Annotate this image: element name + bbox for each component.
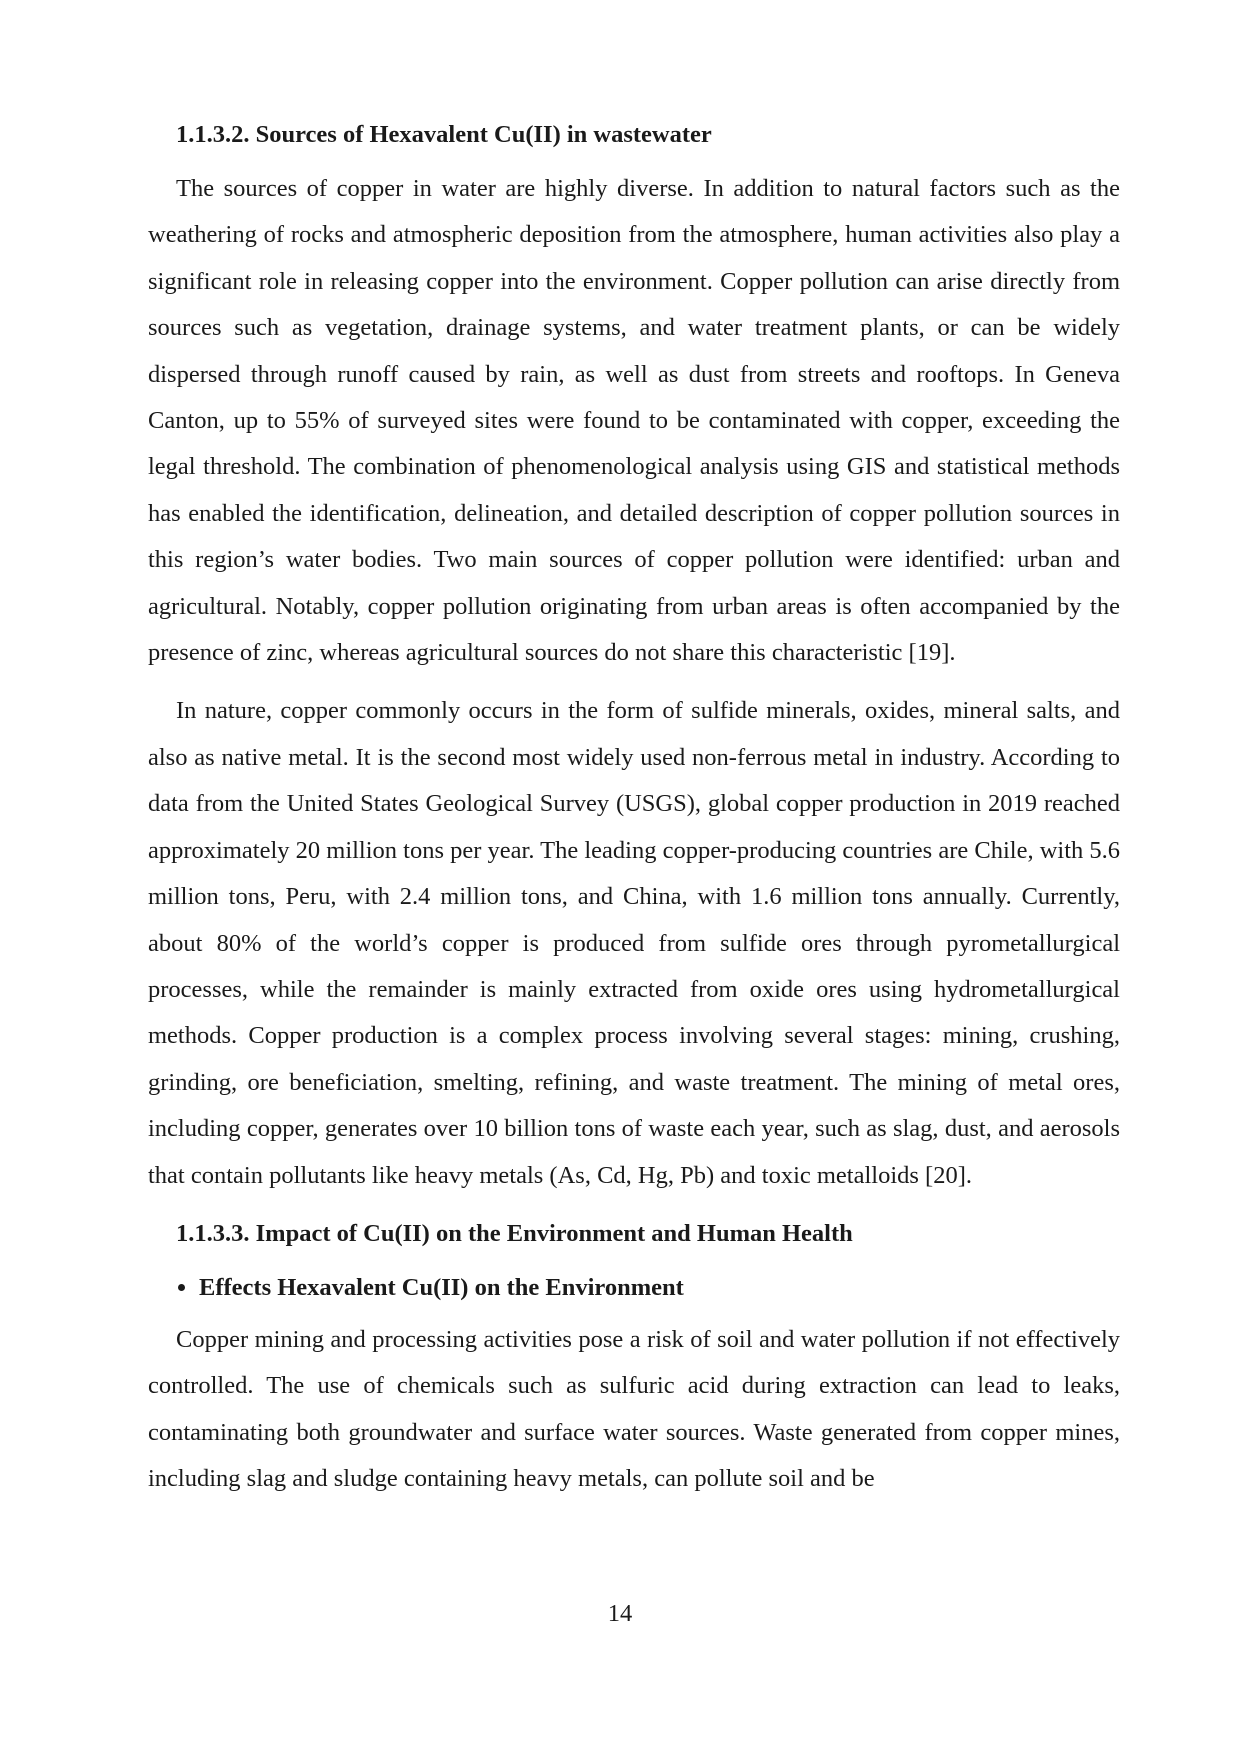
section-heading-sources: 1.1.3.2. Sources of Hexavalent Cu(II) in wastewater	[176, 121, 712, 148]
bullet-dot-icon	[178, 1284, 185, 1291]
section-heading-impact: 1.1.3.3. Impact of Cu(II) on the Environment and Human Health	[176, 1219, 853, 1247]
bullet-item-label: Effects Hexavalent Cu(II) on the Environment	[199, 1273, 684, 1301]
page-number: 14	[607, 1600, 633, 1627]
bullet-item-environment-effects	[176, 1265, 1120, 1311]
paragraph-copper-in-nature: In nature, copper commonly occurs in the form of sulfide minerals, oxides, mineral salts, and also as native metal. It is the second most widely used non-ferrous metal in industry. According to data from the United States Geological Survey (USGS), global copper production in 2019 reached approximately 20 million tons per year. The leading copper-producing countries are Chile, with 5.6 million tons, Peru, with 2.4 million tons, and China, with 1.6 million tons annually. Currently, about 80% of the world’s copper is produced from sulfide ores through pyrometallurgical processes, while the remainder is mainly extracted from oxide ores using hydrometallurgical methods. Copper production is a complex process involving several stages: mining, crushing, grinding, ore beneficiation, smelting, refining, and waste treatment. The mining of metal ores, including copper, generates over 10 billion tons of waste each year, such as slag, dust, and aerosols that contain pollutants like heavy metals (As, Cd, Hg, Pb) and toxic metalloids [20].	[148, 697, 1120, 1189]
document-page	[148, 112, 1120, 1515]
paragraph-mining-pollution: Copper mining and processing activities pose a risk of soil and water pollution if not effectively controlled. The use of chemicals such as sulfuric acid during extraction can lead to leaks, contaminating both groundwater and surface water sources. Waste generated from copper mines, including slag and sludge containing heavy metals, can pollute soil and be	[148, 1325, 1120, 1493]
paragraph-sources-of-copper: The sources of copper in water are highly diverse. In addition to natural factors such as the weathering of rocks and atmospheric deposition from the atmosphere, human activities also play a significant role in releasing copper into the environment. Copper pollution can arise directly from sources such as vegetation, drainage systems, and water treatment plants, or can be widely dispersed through runoff caused by rain, as well as dust from streets and rooftops. In Geneva Canton, up to 55% of surveyed sites were found to be contaminated with copper, exceeding the legal threshold. The combination of phenomenological analysis using GIS and statistical methods has enabled the identification, delineation, and detailed description of copper pollution sources in this region’s water bodies. Two main sources of copper pollution were identified: urban and agricultural. Notably, copper pollution originating from urban areas is often accompanied by the presence of zinc, whereas agricultural sources do not share this characteristic [19].	[148, 175, 1120, 667]
